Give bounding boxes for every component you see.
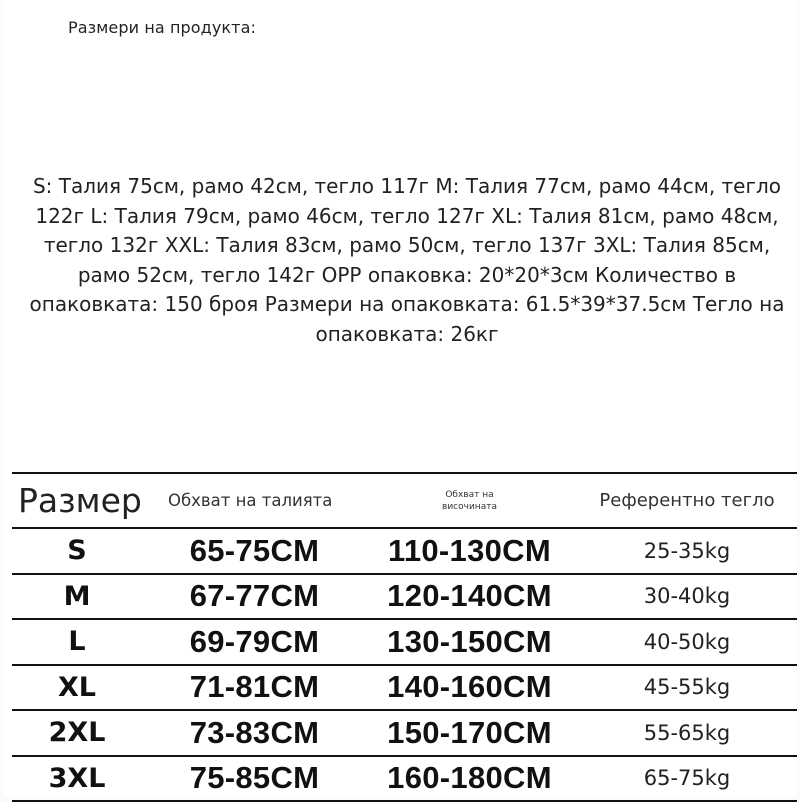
waist-cell: 73-83CM — [152, 711, 357, 755]
header-waist: Обхват на талията — [152, 474, 373, 527]
table-row — [12, 711, 797, 757]
header-height-line2: височината — [442, 501, 497, 513]
height-cell: 110-130CM — [362, 529, 577, 573]
header-size: Размер — [12, 474, 148, 527]
size-cell: XL — [12, 666, 142, 710]
header-weight: Референтно тегло — [582, 474, 792, 527]
waist-cell: 65-75CM — [152, 529, 357, 573]
waist-cell: 75-85CM — [152, 757, 357, 801]
table-row — [12, 575, 797, 621]
size-cell: L — [12, 620, 142, 664]
height-cell: 130-150CM — [362, 620, 577, 664]
table-row — [12, 757, 797, 802]
height-cell: 150-170CM — [362, 711, 577, 755]
table-header-row — [12, 472, 797, 529]
size-cell: 3XL — [12, 757, 142, 801]
weight-cell: 25-35kg — [582, 529, 792, 573]
waist-cell: 69-79CM — [152, 620, 357, 664]
waist-cell: 71-81CM — [152, 666, 357, 710]
table-row — [12, 666, 797, 712]
header-height-line1: Обхват на — [445, 489, 493, 501]
height-cell: 140-160CM — [362, 666, 577, 710]
weight-cell: 30-40kg — [582, 575, 792, 619]
weight-cell: 65-75kg — [582, 757, 792, 801]
height-cell: 120-140CM — [362, 575, 577, 619]
size-table — [12, 472, 797, 802]
weight-cell: 55-65kg — [582, 711, 792, 755]
size-cell: S — [12, 529, 142, 573]
product-description: S: Талия 75см, рамо 42см, тегло 117г M: Талия 77см, рамо 44см, тегло 122г L: Талия 79см, рамо 46см, тегло 127г XL: Талия 81см, рамо 48см, тегло 132г XXL: Талия 83см, рамо 50см, тегло 137г 3XL: Талия 85см, рамо 52см, тегло 142г OPP опаковка: 20*20*3см Количество в опаковката: 150 броя Размери на опаковката: 61.5*39*37.5см Тегло на опаковката: 26кг — [22, 172, 792, 349]
page-title: Размери на продукта: — [68, 18, 256, 37]
table-row — [12, 529, 797, 575]
size-cell: 2XL — [12, 711, 142, 755]
size-cell: M — [12, 575, 142, 619]
weight-cell: 40-50kg — [582, 620, 792, 664]
height-cell: 160-180CM — [362, 757, 577, 801]
header-height — [362, 474, 577, 527]
page — [4, 0, 796, 796]
waist-cell: 67-77CM — [152, 575, 357, 619]
table-row — [12, 620, 797, 666]
weight-cell: 45-55kg — [582, 666, 792, 710]
